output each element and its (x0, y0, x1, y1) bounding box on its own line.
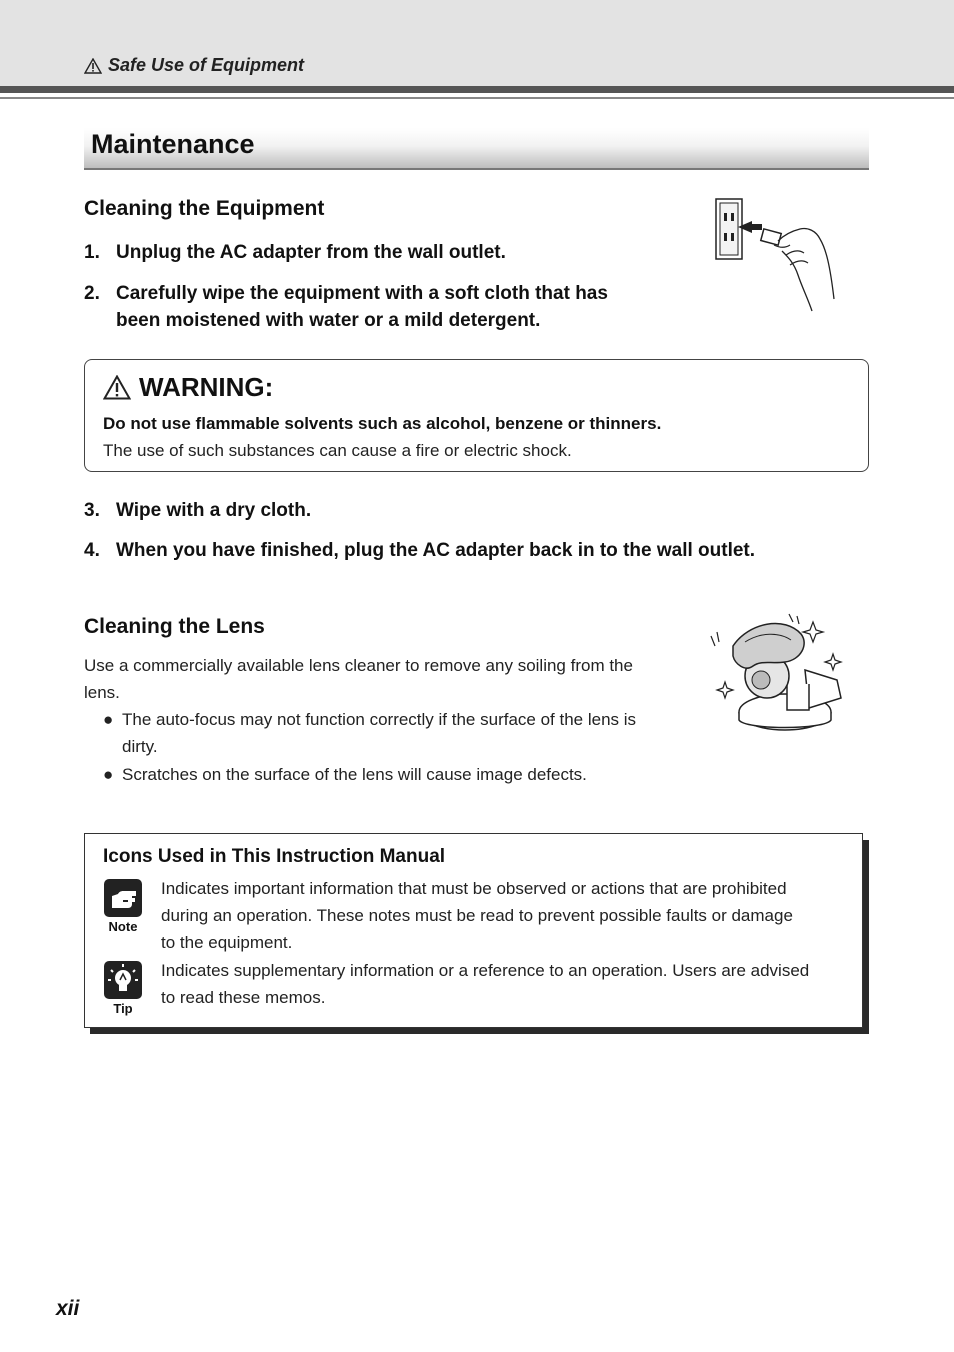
page-number: xii (56, 1297, 80, 1320)
step-1 (84, 239, 684, 266)
note-description-line: Indicates important information that must be observed or actions that are prohibited (161, 879, 787, 898)
header-rule-thin (0, 97, 954, 99)
step-text: Unplug the AC adapter from the wall outlet. (116, 242, 506, 263)
lens-intro (84, 652, 684, 706)
tip-description-line: Indicates supplementary information or a reference to an operation. Users are advised (161, 961, 810, 980)
step-number: 4. (84, 540, 100, 561)
warning-text: The use of such substances can cause a fire or electric shock. (103, 441, 572, 460)
tip-description (161, 957, 851, 1011)
warning-box (84, 359, 869, 472)
section-title: Maintenance (91, 129, 255, 159)
step-4 (84, 537, 884, 564)
bullet-dot: ● (103, 765, 114, 784)
step-text: When you have finished, plug the AC adapter back in to the wall outlet. (116, 540, 756, 561)
header-rule (0, 86, 954, 93)
note-description (161, 875, 851, 956)
bullet-text-line: dirty. (122, 737, 158, 756)
step-text-line: been moistened with water or a mild detergent. (116, 310, 541, 331)
tip-lightbulb-icon (103, 960, 143, 1000)
unplug-adapter-illustration (712, 195, 842, 315)
lens-intro-line: Use a commercially available lens cleaner to remove any soiling from the (84, 656, 633, 675)
step-2 (84, 280, 676, 334)
bullet-dot: ● (103, 710, 114, 729)
warning-title (103, 372, 273, 403)
bullet-text-line: The auto-focus may not function correctly if the surface of the lens is (122, 710, 637, 729)
step-text: Wipe with a dry cloth. (116, 500, 312, 521)
lens-bullet (103, 706, 693, 760)
step-number: 2. (84, 283, 100, 304)
step-text-line: Carefully wipe the equipment with a soft cloth that has (116, 283, 608, 304)
note-description-line: during an operation. These notes must be read to prevent possible faults or damage (161, 906, 793, 925)
tip-caption: Tip (113, 1001, 133, 1016)
header-title-text: Safe Use of Equipment (108, 55, 305, 75)
note-hand-icon (103, 878, 143, 918)
icons-panel-title: Icons Used in This Instruction Manual (103, 846, 446, 867)
icons-panel (84, 833, 863, 1028)
camera-lens-cleaning-illustration (705, 612, 850, 737)
bullet-text-line: Scratches on the surface of the lens will cause image defects. (122, 765, 587, 784)
note-caption: Note (108, 919, 138, 934)
lens-intro-line: lens. (84, 683, 120, 702)
warning-triangle-icon (84, 58, 102, 74)
header-title (84, 55, 304, 76)
warning-triangle-icon (103, 375, 131, 400)
cleaning-equipment-heading: Cleaning the Equipment (84, 197, 325, 220)
tip-description-line: to read these memos. (161, 988, 326, 1007)
note-description-line: to the equipment. (161, 933, 293, 952)
cleaning-lens-heading: Cleaning the Lens (84, 615, 265, 638)
step-number: 1. (84, 242, 100, 263)
warning-bold-text: Do not use flammable solvents such as alcohol, benzene or thinners. (103, 414, 662, 433)
step-3 (84, 497, 684, 524)
step-number: 3. (84, 500, 100, 521)
warning-title-text: WARNING: (139, 372, 274, 402)
lens-bullet (103, 761, 693, 788)
section-title-bar (84, 128, 869, 170)
